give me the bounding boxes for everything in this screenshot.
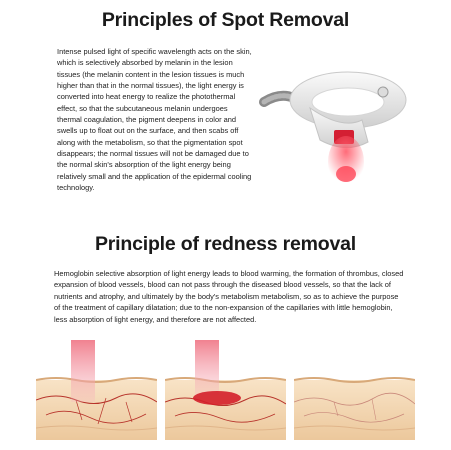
vessel-diagram-light-applied (36, 340, 157, 440)
spot-removal-paragraph: Intense pulsed light of specific wavelength acts on the skin, which is selectively absorbed by melanin in the lesion tissues (the melanin content in the lesion tissues is much higher than that in the normal tissues), the light energy is converted into heat energy to realize the photothermal effect, so that the subcutaneous melanin undergoes thermal coagulation, the pigment deepens in color and swells up to float out on the surface, and then scabs off along with the metabolism, so that the pigmentation spot disappears; the normal tissues will not be damaged due to the normal skin's absorption of the light energy being relatively small and the application of the epidermal cooling technology. (57, 47, 252, 193)
vessel-diagram-after (294, 340, 415, 440)
redness-removal-paragraph: Hemoglobin selective absorption of light energy leads to blood warming, the formation of thrombus, closed expansion of blood vessels, blood can not pass through the diseased blood vessels, so that the lack of nutrients and atrophy, and ultimately by the body's metabolism metabolism, so as to achieve the purpose of the treatment of capillary dilatation; due to the non-expansion of the capillaries with little hemoglobin, less absorption of light energy, and therefore are not affected. (54, 269, 404, 324)
vessel-diagram-coagulation (165, 340, 286, 440)
spot-removal-title: Principles of Spot Removal (101, 9, 350, 31)
redness-removal-title: Principle of redness removal (94, 233, 356, 255)
ipl-handpiece-image (250, 58, 410, 188)
